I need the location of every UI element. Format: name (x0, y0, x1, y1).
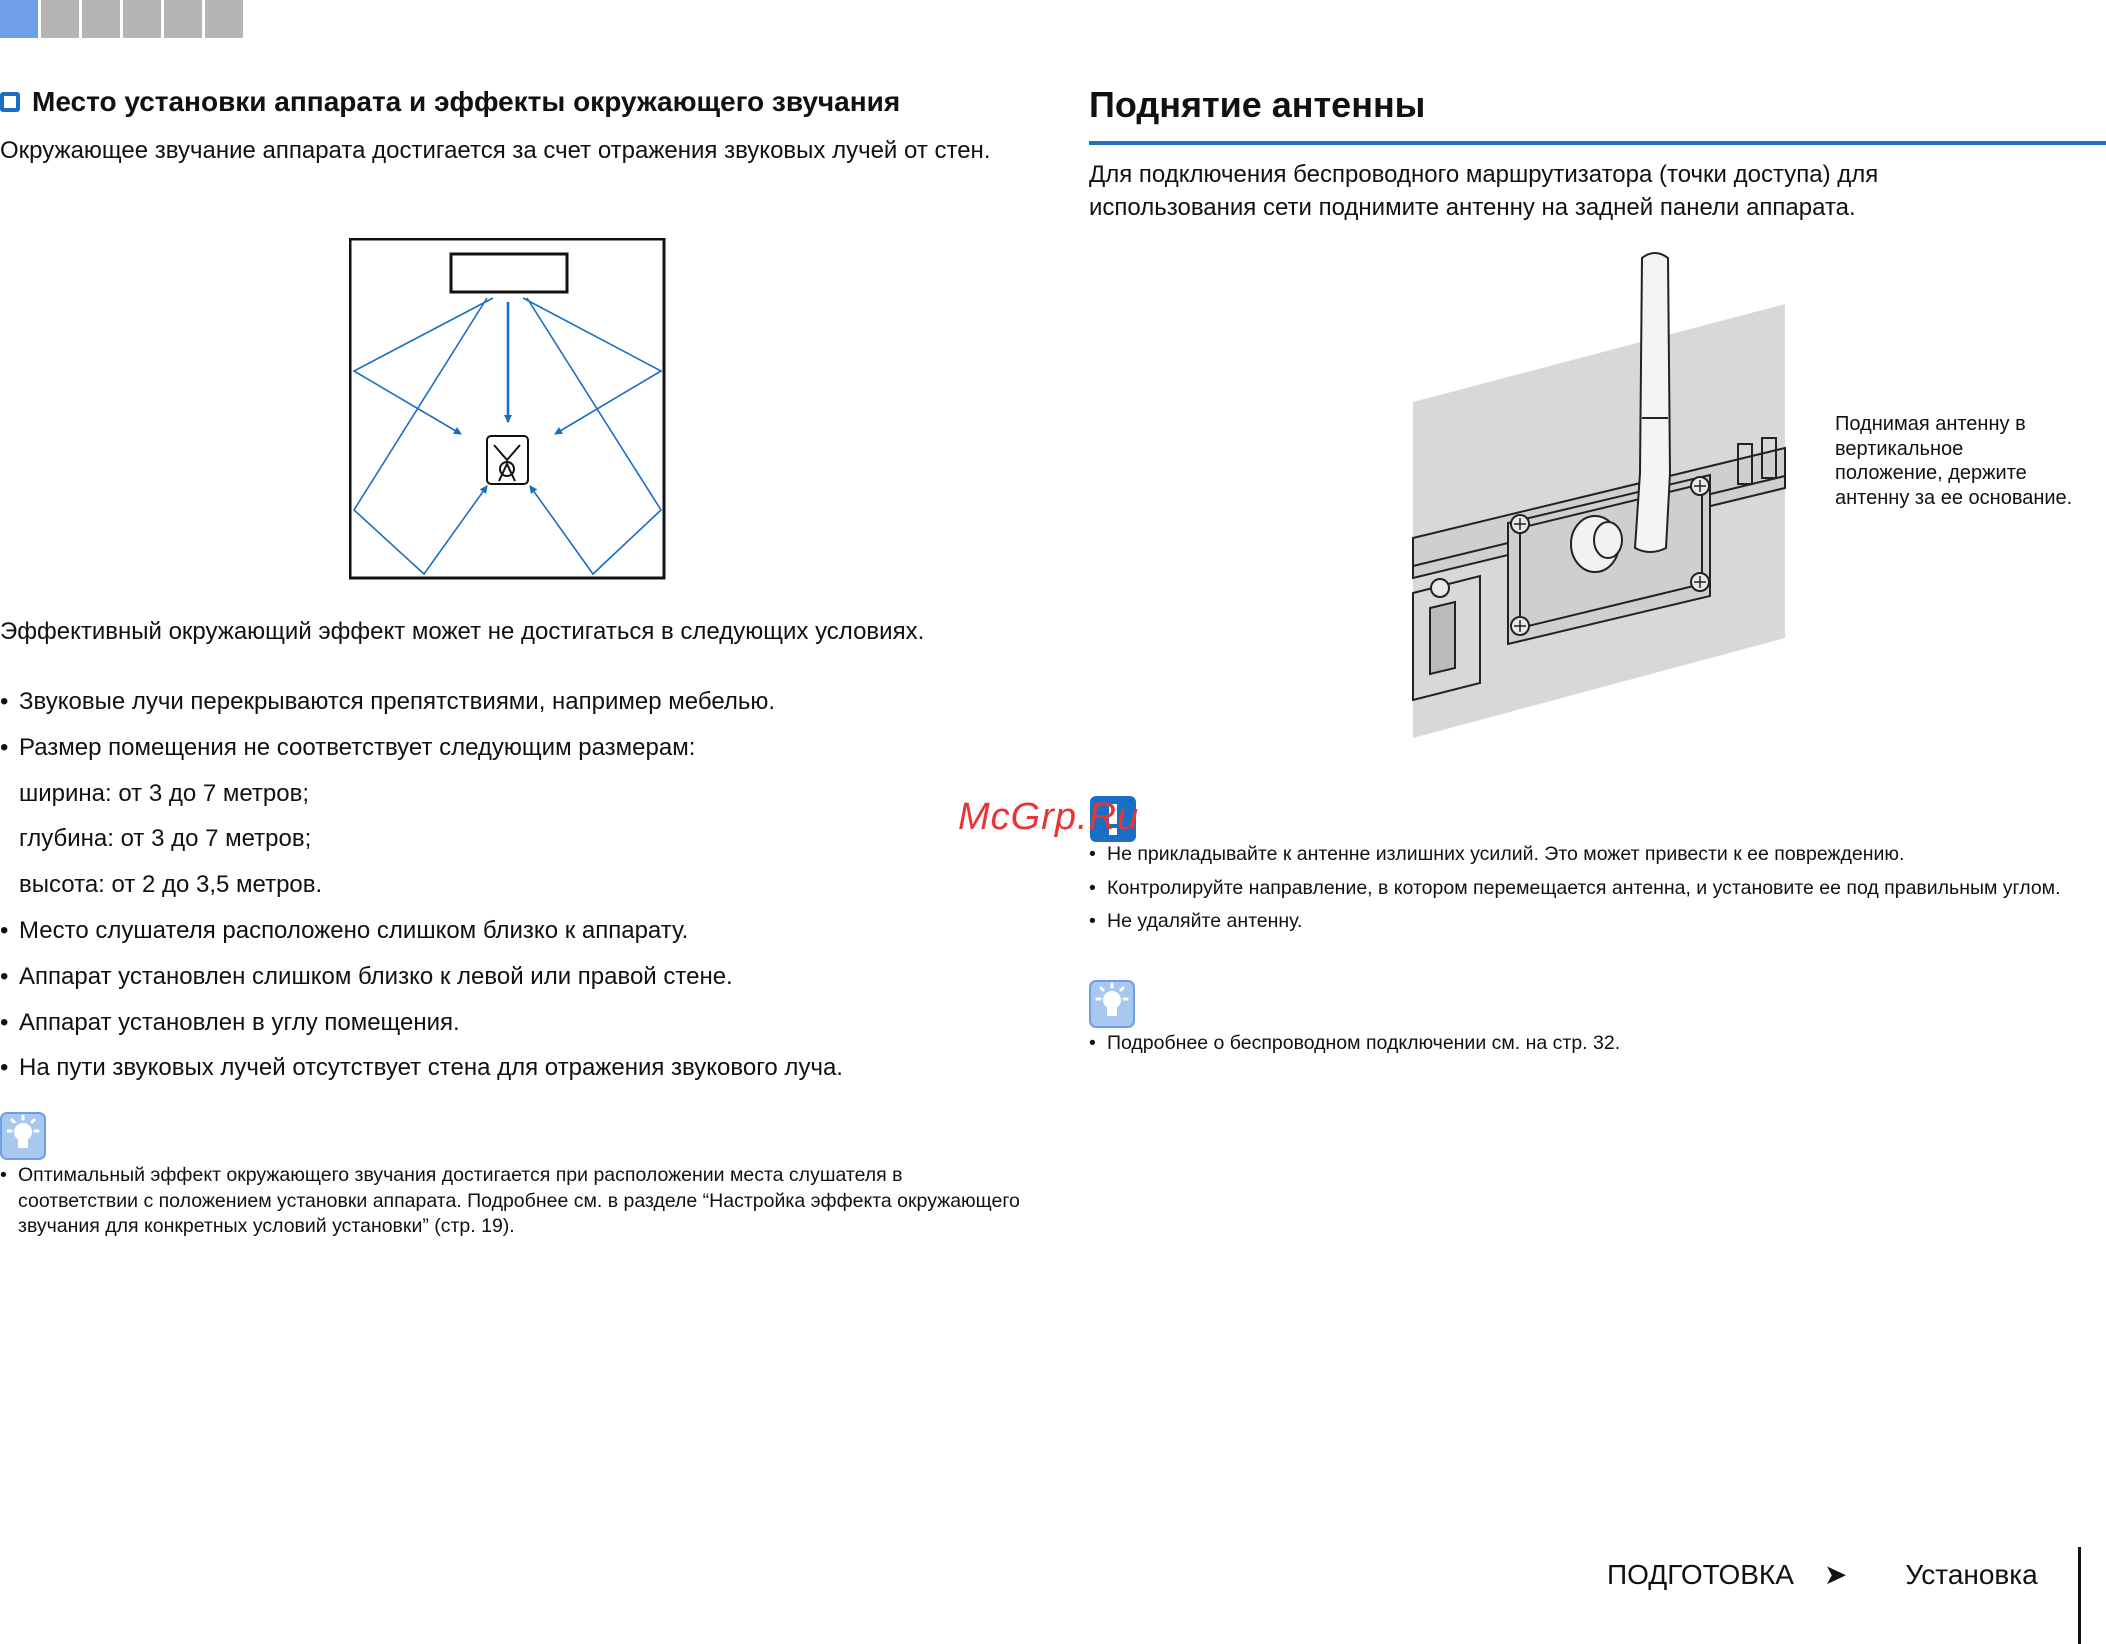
nav-tab-active[interactable] (0, 0, 38, 38)
list-item: • Место слушателя расположено слишком близко к аппарату. (0, 916, 689, 944)
antenna-illustration (1410, 248, 1790, 740)
list-subitem: глубина: от 3 до 7 метров; (19, 825, 312, 853)
list-item: • Контролируйте направление, в котором перемещается антенна, и установите ее под правильным углом. (1089, 876, 2099, 902)
page-title: Поднятие антенны (1089, 84, 1426, 125)
list-subitem: высота: от 2 до 3,5 метров. (19, 871, 323, 899)
bullet: • (0, 1054, 9, 1082)
bullet: • (1089, 876, 1096, 899)
bullet: • (0, 1008, 9, 1036)
list-item: • Не прикладывайте к антенне излишних усилий. Это может привести к ее повреждению. (1089, 842, 2099, 868)
list-item: • На пути звуковых лучей отсутствует стена для отражения звукового луча. (0, 1054, 843, 1082)
nav-tab[interactable] (41, 0, 79, 38)
bullet: • (1089, 910, 1096, 932)
watermark-text: McGrp.Ru (958, 796, 1140, 838)
nav-tab[interactable] (164, 0, 202, 38)
hint-text: • Оптимальный эффект окружающего звучания достигается при расположении места слушателя в соответствии с положением установки аппарата. Подробнее см. в разделе “Настройка эффекта окружающего звучания для конкретных условий установки” (стр. 19). (0, 1163, 1020, 1240)
lightbulb-icon (1089, 980, 1135, 1028)
bullet: • (0, 1164, 7, 1186)
bullet: • (0, 916, 9, 944)
footer-section[interactable]: ПОДГОТОВКА (1607, 1558, 1794, 1590)
list-item: • Не удаляйте антенну. (1089, 909, 2099, 935)
nav-tab[interactable] (205, 0, 243, 38)
hint-text: • Подробнее о беспроводном подключении см. на стр. 32. (1089, 1031, 2089, 1057)
arrow-right-icon: ➤ (1823, 1559, 1848, 1590)
nav-tab[interactable] (123, 0, 161, 38)
device-box (451, 254, 567, 292)
bullet: • (1089, 843, 1096, 865)
antenna-intro: Для подключения беспроводного маршрутизатора (точки доступа) для использования сети поднимите антенну на задней панели аппарата. (1089, 161, 1879, 221)
room-diagram (349, 238, 667, 581)
footer-divider (2078, 1547, 2081, 1644)
footer-subsection[interactable]: Установка (1905, 1558, 2038, 1590)
intro-paragraph: Окружающее звучание аппарата достигается за счет отражения звуковых лучей от стен. (0, 137, 991, 164)
footer-breadcrumb (1607, 1558, 2038, 1591)
bullet: • (1089, 1032, 1096, 1054)
bullet: • (0, 733, 9, 761)
list-item: • Размер помещения не соответствует следующим размерам: (0, 733, 696, 761)
lightbulb-icon (0, 1112, 46, 1160)
list-item: • Звуковые лучи перекрываются препятствиями, например мебелью. (0, 688, 776, 715)
list-item: • Аппарат установлен слишком близко к левой или правой стене. (0, 962, 733, 990)
notes-list (1089, 842, 2099, 943)
title-rule (1089, 141, 2106, 145)
listener-icon (487, 436, 528, 484)
list-subitem: ширина: от 3 до 7 метров; (19, 779, 310, 807)
checkbox-icon (0, 92, 20, 112)
section-heading-text: Место установки аппарата и эффекты окружающего звучания (32, 86, 901, 117)
section-heading-placement (0, 86, 900, 118)
nav-tab[interactable] (82, 0, 120, 38)
nav-tabs (0, 0, 243, 38)
bullet: • (0, 688, 9, 715)
conditions-intro: Эффективный окружающий эффект может не достигаться в следующих условиях. (0, 618, 925, 645)
conditions-list (0, 688, 1010, 1100)
list-item: • Аппарат установлен в углу помещения. (0, 1008, 460, 1036)
antenna-caption: Поднимая антенну в вертикальное положение, держите антенну за ее основание. (1835, 413, 2073, 509)
bullet: • (0, 962, 9, 990)
